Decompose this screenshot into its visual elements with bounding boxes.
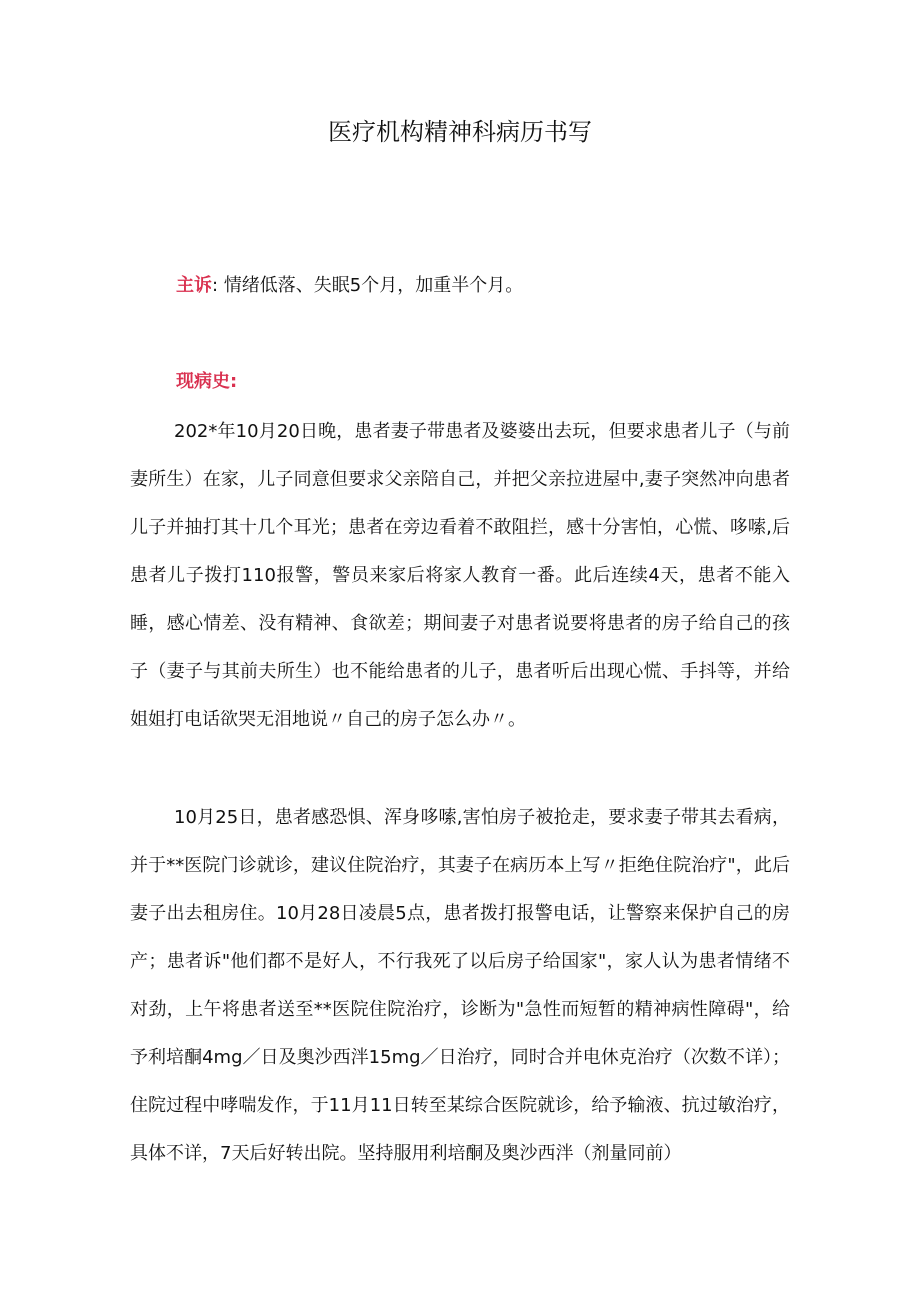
- present-illness-paragraph-1: 202*年10月20日晚，患者妻子带患者及婆婆出去玩，但要求患者儿子（与前妻所生）在家，儿子同意但要求父亲陪自己，并把父亲拉进屋中,妻子突然冲向患者儿子并抽打其十几个耳光；患者在旁边看着不敢阻拦，感十分害怕，心慌、哆嗦,后患者儿子拨打110报警，警员来家后将家人教育一番。此后连续4天，患者不能入睡，感心情差、没有精神、食欲差；期间妻子对患者说要将患者的房子给自己的孩子（妻子与其前夫所生）也不能给患者的儿子，患者听后出现心慌、手抖等，并给姐姐打电话欲哭无泪地说〃自己的房子怎么办〃。: [130, 421, 790, 730]
- chief-complaint-text: 情绪低落、失眠5个月，加重半个月。: [223, 275, 524, 296]
- present-illness-paragraph-2: 10月25日，患者感恐惧、浑身哆嗦,害怕房子被抢走，要求妻子带其去看病，并于**医院门诊就诊，建议住院治疗，其妻子在病历本上写〃拒绝住院治疗"，此后妻子出去租房住。10月28日凌晨5点，患者拨打报警电话，让警察来保护自己的房产；患者诉"他们都不是好人，不行我死了以后房子给国家"，家人认为患者情绪不对劲，上午将患者送至**医院住院治疗，诊断为"急性而短暂的精神病性障碍"，给予利培酮4mg／日及奥沙西泮15mg／日治疗，同时合并电休克治疗（次数不详）；住院过程中哮喘发作，于11月11日转至某综合医院就诊，给予输液、抗过敏治疗，具体不详，7天后好转出院。坚持服用利培酮及奥沙西泮（剂量同前）: [130, 807, 790, 1164]
- chief-complaint-separator: :: [212, 275, 219, 296]
- present-illness-label: 现病史:: [176, 371, 238, 392]
- chief-complaint: [176, 270, 523, 302]
- document-title: 医疗机构精神科病历书写: [328, 118, 592, 146]
- chief-complaint-label: 主诉: [176, 275, 212, 296]
